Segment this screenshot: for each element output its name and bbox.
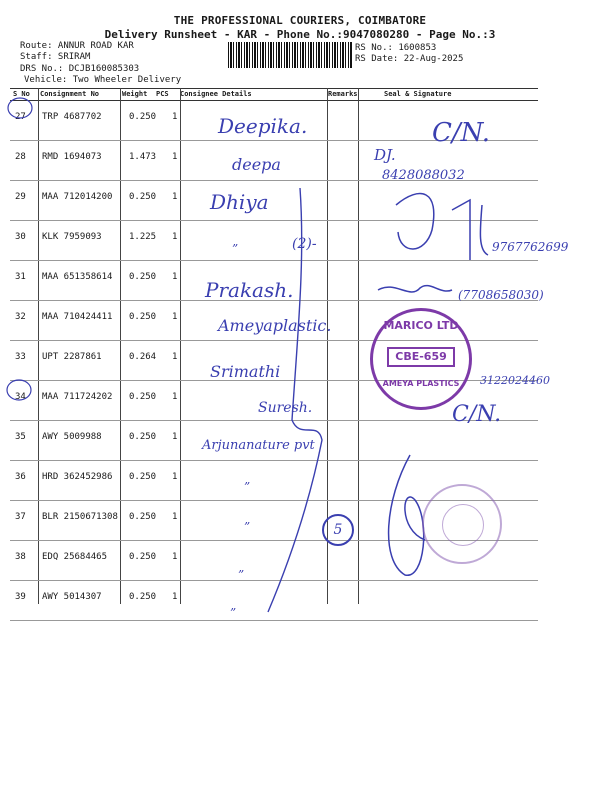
- row-sno: 28: [15, 152, 26, 162]
- row-consignment: MAA 651358614: [42, 272, 113, 282]
- col-pcs: PCS: [156, 90, 169, 98]
- col-seal: Seal & Signature: [384, 90, 452, 98]
- row-weight: 0.250: [129, 272, 157, 282]
- signature-scribble-1: [396, 194, 488, 260]
- row-weight: 0.250: [129, 472, 157, 482]
- row-sno: 27: [15, 112, 26, 122]
- row-weight: 0.250: [129, 312, 157, 322]
- hw-phone-2: 9767762699: [492, 240, 569, 254]
- row-weight: 0.264: [129, 352, 157, 362]
- row-sno: 29: [15, 192, 26, 202]
- row-weight: 0.250: [129, 552, 157, 562]
- row-weight: 0.250: [129, 432, 157, 442]
- rs-number: RS No.: 1600853: [355, 43, 437, 53]
- row-sno: 32: [15, 312, 26, 322]
- drs-number: DRS No.: DCJB160085303: [20, 64, 140, 74]
- row-pcs: 1: [172, 112, 178, 122]
- hw-ditto: ”: [244, 480, 251, 494]
- row-sno: 35: [15, 432, 26, 442]
- row-consignment: KLK 7959093: [42, 232, 102, 242]
- row-pcs: 1: [172, 312, 178, 322]
- row-sno: 39: [15, 592, 26, 602]
- hw-consignee-6: Srimathi: [210, 362, 281, 381]
- stamp-company: MARICO LTD: [383, 319, 459, 332]
- signature-scribble-3: [389, 455, 425, 575]
- row-pcs: 1: [172, 352, 178, 362]
- row-consignment: AWY 5009988: [42, 432, 102, 442]
- hw-ditto: ”: [238, 568, 245, 582]
- hw-consignee-1: Deepika.: [218, 114, 308, 138]
- vehicle-label: Vehicle: Two Wheeler Delivery: [24, 75, 182, 85]
- row-weight: 0.250: [129, 392, 157, 402]
- faded-stamp: [422, 484, 502, 564]
- row-consignment: EDQ 25684465: [42, 552, 108, 562]
- hw-phone-1: 8428088032: [382, 168, 465, 183]
- hw-signature-cn: C/N.: [432, 118, 491, 148]
- row-sno: 38: [15, 552, 26, 562]
- row-consignment: RMD 1694073: [42, 152, 102, 162]
- row-consignment: UPT 2287861: [42, 352, 102, 362]
- hw-consignee-8: Arjunanature pvt: [202, 438, 315, 453]
- row-weight: 0.250: [129, 112, 157, 122]
- rs-date: RS Date: 22-Aug-2025: [355, 54, 464, 64]
- row-consignment: BLR 2150671308: [42, 512, 118, 522]
- runsheet-subtitle: Delivery Runsheet - KAR - Phone No.:9047080280 - Page No.:3: [104, 28, 496, 41]
- stamp-bottom-text: AMEYA PLASTICS: [382, 379, 460, 388]
- row-pcs: 1: [172, 272, 178, 282]
- route-label: Route: ANNUR ROAD KAR: [20, 41, 134, 51]
- row-sno: 33: [15, 352, 26, 362]
- row-consignment: AWY 5014307: [42, 592, 102, 602]
- hw-consignee-7: Suresh.: [258, 400, 313, 416]
- hw-ditto: ”: [230, 606, 237, 620]
- row-weight: 0.250: [129, 592, 157, 602]
- row-pcs: 1: [172, 232, 178, 242]
- row-weight: 0.250: [129, 192, 157, 202]
- hw-circled-5: 5: [322, 514, 354, 546]
- row-pcs: 1: [172, 552, 178, 562]
- row-sno: 34: [15, 392, 26, 402]
- row-weight: 1.473: [129, 152, 157, 162]
- hw-phone-3: (7708658030): [458, 288, 544, 302]
- row-sno: 37: [15, 512, 26, 522]
- row-pcs: 1: [172, 152, 178, 162]
- hw-ditto: ”: [244, 520, 251, 534]
- stamp-code: CBE-659: [387, 347, 455, 367]
- row-weight: 0.250: [129, 512, 157, 522]
- circle-mark-27: [8, 98, 32, 118]
- row-pcs: 1: [172, 192, 178, 202]
- row-consignment: MAA 710424411: [42, 312, 113, 322]
- hw-consignee-4: Prakash.: [205, 278, 294, 302]
- signature-scribble-2: [378, 286, 452, 292]
- faded-stamp-ring: [442, 504, 484, 546]
- ditto-arrow-line: [268, 188, 322, 612]
- row-consignment: MAA 711724202: [42, 392, 113, 402]
- row-sno: 31: [15, 272, 26, 282]
- circle-mark-34: [7, 380, 31, 400]
- hw-consignee-3b: (2)-: [292, 236, 317, 252]
- company-stamp: [370, 308, 472, 410]
- row-sno: 36: [15, 472, 26, 482]
- row-sno: 30: [15, 232, 26, 242]
- staff-label: Staff: SRIRAM: [20, 52, 91, 62]
- row-consignment: HRD 362452986: [42, 472, 113, 482]
- row-consignment: TRP 4687702: [42, 112, 102, 122]
- hw-signature-cn-2: C/N.: [452, 402, 502, 427]
- col-sno: S No: [13, 90, 30, 98]
- col-remarks: Remarks: [328, 90, 358, 98]
- row-pcs: 1: [172, 592, 178, 602]
- col-weight: Weight: [122, 90, 148, 98]
- row-pcs: 1: [172, 392, 178, 402]
- hw-ditto: ”: [232, 242, 239, 256]
- hw-consignee-5: Ameyaplastic.: [218, 316, 332, 335]
- row-pcs: 1: [172, 472, 178, 482]
- hw-consignee-3: Dhiya: [210, 190, 269, 214]
- row-pcs: 1: [172, 432, 178, 442]
- hw-signature-dj: DJ.: [374, 146, 396, 164]
- col-consignee: Consignee Details: [180, 90, 252, 98]
- row-consignment: MAA 712014200: [42, 192, 113, 202]
- row-pcs: 1: [172, 512, 178, 522]
- hw-consignee-2: deepa: [232, 155, 281, 174]
- col-consignment: Consignment No: [40, 90, 100, 98]
- hw-phone-4: 3122024460: [480, 374, 550, 387]
- company-title: THE PROFESSIONAL COURIERS, COIMBATORE: [173, 14, 427, 27]
- row-weight: 1.225: [129, 232, 157, 242]
